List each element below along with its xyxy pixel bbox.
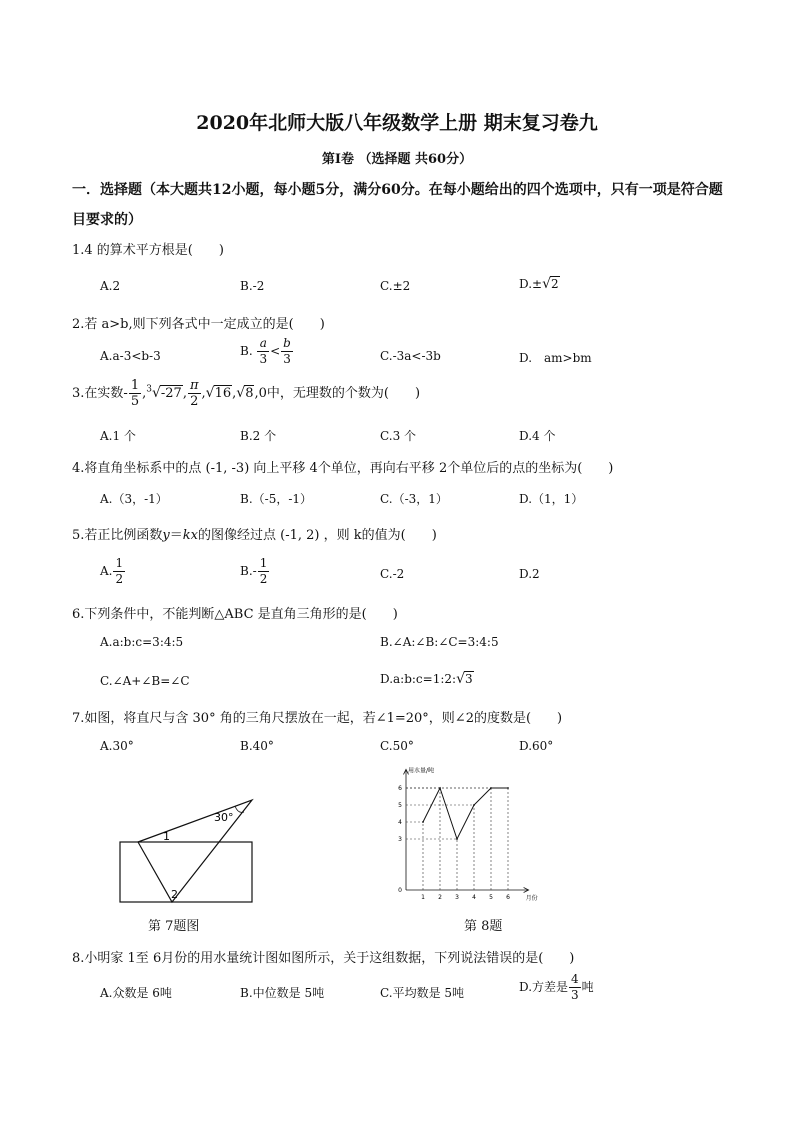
q8-option-d-unit: 吨 [581,980,594,994]
q7-option-c: C.50° [380,739,414,753]
q8-option-c: C.平均数是 5吨 [380,986,465,1000]
question-8: 8.小明家 1至 6月份的用水量统计图如图所示，关于这组数据，下列说法错误的是( ) [72,951,575,966]
q2-option-d: D. am>bm [519,351,592,365]
q2-option-b-label: B. [240,344,253,358]
fraction-one-fifth: $\frac{1}{5}$ [130,378,140,409]
angle-1-label: 1 [163,830,170,843]
q2-option-c: C.-3a<-3b [380,349,441,363]
q5-option-d: D.2 [519,567,540,581]
q5-option-b [240,556,270,587]
q2-option-b: B. $\frac{a}{3}$ < $\frac{b}{3}$ [240,336,291,366]
fraction-one-half-neg: $\frac{1}{2}$ [259,556,268,586]
q6-option-b: B.∠A:∠B:∠C=3:4:5 [380,635,499,649]
q1-option-d-label: D.± [519,277,543,291]
data-point [439,787,441,789]
q1-option-c: C.±2 [380,279,411,293]
chart-labels [398,766,537,902]
x-tick-label: 5 [489,894,493,901]
data-point [490,787,492,789]
sqrt-8: 8 [245,386,254,401]
y-axis-title: 用水量/吨 [408,767,435,775]
q1-option-a: A.2 [100,279,121,293]
question-4: 4.将直角坐标系中的点 (-1, -3) 向上平移 4个单位，再向右平移 2个单位后的点的坐标为( ) [72,461,614,476]
q8-option-d [519,972,594,1003]
figure-7-caption: 第 7题图 [148,919,200,934]
q7-option-b: B.40° [240,739,274,753]
q8-option-a: A.众数是 6吨 [100,986,172,1000]
figure-8-line-chart [368,762,538,907]
x-tick-label: 3 [455,894,459,901]
x-tick-label: 1 [421,894,425,901]
q5-option-a [100,556,126,587]
q5-option-c: C.-2 [380,567,405,581]
sqrt-3: 3 [464,672,473,686]
angle-30-label: 30° [214,811,234,824]
q4-option-a: A.（3，-1） [100,492,168,506]
x-axis-title: 月份 [525,895,538,902]
cube-root-minus-27: -27 [160,386,182,401]
q6-option-c: C.∠A+∠B=∠C [100,674,190,688]
x-tick-label: 4 [472,894,476,901]
fraction-b-over-3: $\frac{b}{3}$ [283,336,291,366]
q8-option-d-label: D.方差是 [519,980,569,994]
set-square-triangle [138,800,252,902]
q6-option-d: D.a:b:c=1:2:√3 [380,671,473,687]
q7-option-d: D.60° [519,739,554,753]
y-tick-label: 5 [398,802,402,809]
part-subtitle: 第Ⅰ卷 （选择题 共60分） [321,152,473,167]
origin-label: 0 [398,887,402,894]
data-point [422,821,424,823]
y-tick-label: 6 [398,785,402,792]
figure-7-ruler-triangle [110,790,270,910]
q1-option-b: B.-2 [240,279,265,293]
chart-marks [422,787,509,840]
q3-option-b: B.2 个 [240,429,277,443]
q3-option-d: D.4 个 [519,429,556,443]
q3-option-c: C.3 个 [380,429,417,443]
q5-option-a-label: A. [100,564,113,578]
ruler-rectangle [120,842,252,902]
q1-option-d: D.±√2 [519,276,559,292]
data-point [473,804,475,806]
page-title: 2020年北师大版八年级数学上册 期末复习卷九 [196,112,598,134]
q3-option-a: A.1 个 [100,429,136,443]
data-point [507,787,509,789]
series-line-water-usage [423,788,508,839]
x-tick-label: 2 [438,894,442,901]
q7-option-a: A.30° [100,739,134,753]
sqrt-16: 16 [214,386,232,401]
sqrt-2: 2 [550,277,559,291]
y-tick-label: 3 [398,836,402,843]
fraction-pi-over-2: $\frac{\pi}{2}$ [189,378,199,409]
fraction-a-over-3: $\frac{a}{3}$ [259,336,268,366]
q4-option-b: B.（-5，-1） [240,492,313,506]
angle-2-label: 2 [171,888,178,901]
y-tick-label: 4 [398,819,402,826]
q4-option-d: D.（1，1） [519,492,584,506]
question-1: 1.4 的算术平方根是( ) [72,243,224,258]
x-tick-label: 6 [506,894,510,901]
question-2: 2.若 a>b,则下列各式中一定成立的是( ) [72,317,325,332]
q6-option-d-label: D.a:b:c=1:2: [380,672,457,686]
question-5: 5.若正比例函数y＝kx的图像经过点 (-1, 2) ，则 k的值为( ) [72,528,437,543]
question-6: 6.下列条件中，不能判断△ABC 是直角三角形的是( ) [72,607,398,622]
q4-option-c: C.（-3，1） [380,492,448,506]
q8-option-b: B.中位数是 5吨 [240,986,325,1000]
question-7: 7.如图，将直尺与含 30° 角的三角尺摆放在一起，若∠1=20°，则∠2的度数是( ) [72,711,563,726]
q6-option-a: A.a:b:c=3:4:5 [100,635,184,649]
question-3: 3.在实数- $\frac{1}{5}$ ,$^3$√-27, $\frac{\pi}{2}$ ,√16,√8,0中，无理数的个数为( ) [72,378,421,409]
q5-option-b-label: B.- [240,564,257,578]
data-point [456,838,458,840]
section-heading: 一．选择题（本大题共12小题，每小题5分，满分60分。在每小题给出的四个选项中，只有一项是符合题目要求的） [72,182,723,228]
fraction-four-thirds: $\frac{4}{3}$ [571,972,579,1002]
fraction-one-half: $\frac{1}{2}$ [115,556,124,586]
figure-8-caption: 第 8题 [464,919,503,934]
q2-option-a: A.a-3<b-3 [100,349,161,363]
